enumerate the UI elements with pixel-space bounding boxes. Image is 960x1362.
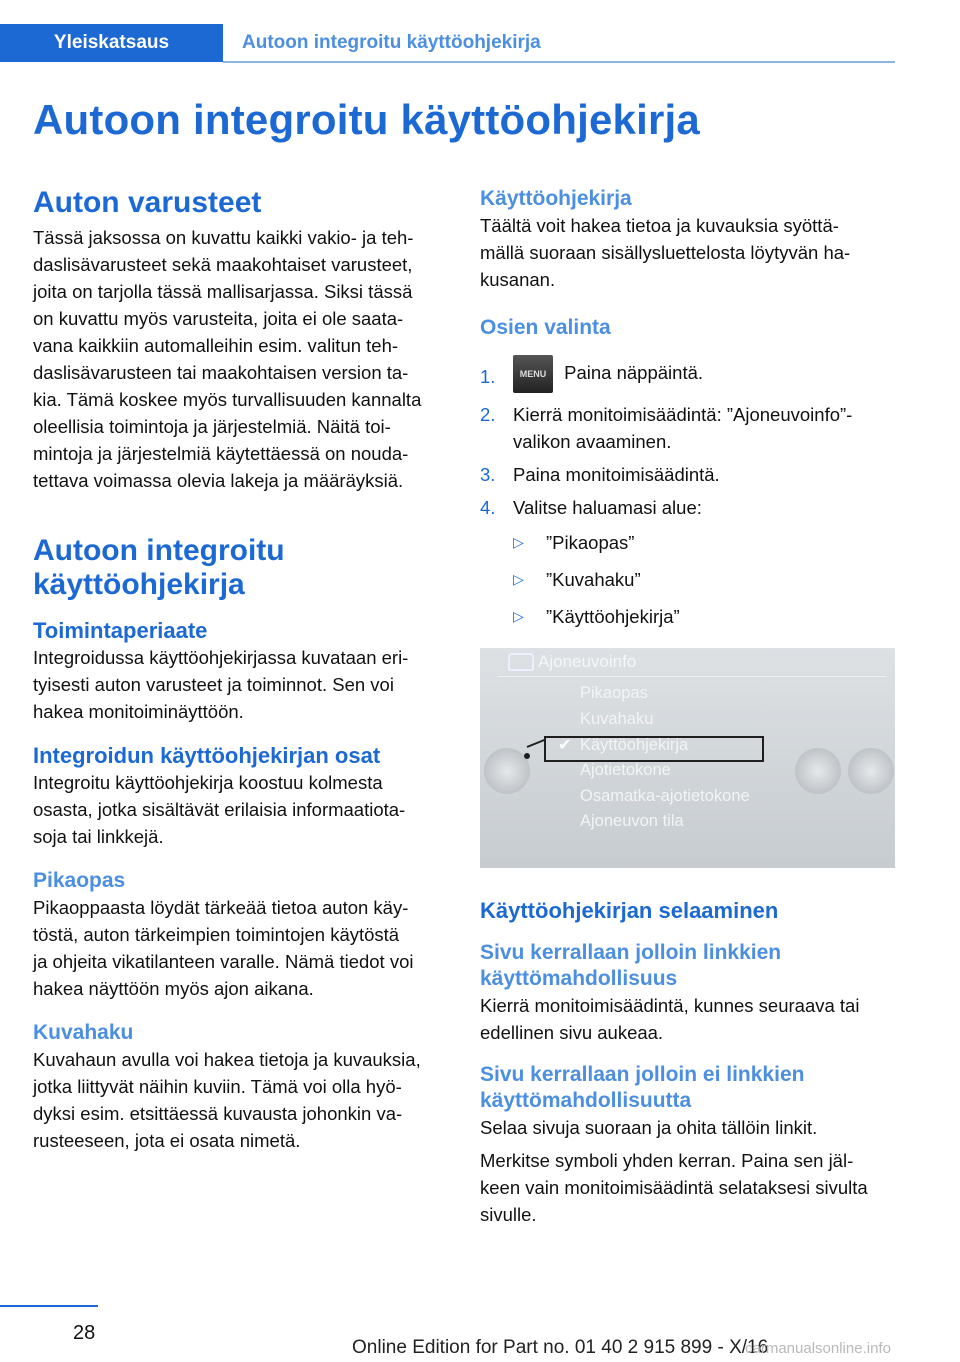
- section-tab[interactable]: Yleiskatsaus: [0, 24, 223, 62]
- screen-menu-item-selected: Käyttöohjekirja: [580, 736, 689, 754]
- checkmark-icon: ✔: [558, 737, 572, 754]
- step-text: Paina monitoimisäädintä.: [513, 464, 720, 485]
- heading-browsing: Käyttöohjekirjan selaaminen: [480, 898, 779, 923]
- paragraph-equipment: [33, 224, 445, 494]
- text-line: soja tai linkkejä.: [33, 826, 164, 847]
- text-line: hakea monitoiminäyttöön.: [33, 701, 244, 722]
- paragraph-parts: [33, 769, 445, 850]
- heading-owners-manual: Käyttöohjekirja: [480, 187, 632, 210]
- step-item: [480, 461, 898, 488]
- screen-menu-item: Ajoneuvon tila: [580, 812, 684, 830]
- text-line: oleellisia toimintoja ja järjestelmiä. Näitä toi-: [33, 416, 391, 437]
- sub-item-text: ”Käyttöohjekirja”: [546, 606, 680, 627]
- step-text: Paina näppäintä.: [564, 361, 704, 383]
- triangle-bullet-icon: ▷: [513, 571, 524, 587]
- heading-line: käyttömahdollisuutta: [480, 1089, 692, 1112]
- text-line: ja ohjeita vikatilanteen varalle. Nämä tiedot voi: [33, 951, 414, 972]
- paragraph-principle: [33, 644, 445, 725]
- text-line: vana kaikkiin automalleihin esim. valitun teh-: [33, 335, 399, 356]
- triangle-bullet-icon: ▷: [513, 534, 524, 550]
- text-line: Merkitse symboli yhden kerran. Paina sen jäl-: [480, 1150, 854, 1171]
- text-line: tettava voimassa olevia lakeja ja määräyksiä.: [33, 470, 404, 491]
- screen-title: Ajoneuvoinfo: [538, 652, 637, 671]
- step-text: Kierrä monitoimisäädintä: ”Ajoneuvoinfo”-: [513, 404, 853, 425]
- header-divider: [223, 61, 895, 63]
- screen-menu-item: Pikaopas: [580, 684, 648, 702]
- right-column: [480, 180, 898, 1228]
- text-line: mällä suoraan sisällysluettelosta löytyvän ha-: [480, 242, 851, 263]
- breadcrumb[interactable]: Autoon integroitu käyttöohjekirja: [242, 32, 541, 53]
- text-line: Kierrä monitoimisäädintä, kunnes seuraava tai: [480, 995, 860, 1016]
- text-line: edellinen sivu aukeaa.: [480, 1022, 664, 1043]
- heading-select-section: Osien valinta: [480, 316, 611, 339]
- heading-image-search: Kuvahaku: [33, 1021, 134, 1044]
- menu-button-icon: MENU: [513, 355, 553, 393]
- area-sublist: [480, 529, 898, 630]
- heading-line: Autoon integroitu: [33, 534, 285, 567]
- triangle-bullet-icon: ▷: [513, 608, 524, 624]
- heading-with-links: [480, 940, 898, 992]
- far-right-knob-icon: [848, 748, 894, 794]
- step-number: 1.: [480, 366, 496, 387]
- text-line: daslisävarusteet sekä maakohtaiset varusteet,: [33, 254, 413, 275]
- text-line: rusteeseen, jota ei osata nimetä.: [33, 1130, 301, 1151]
- step-item: [480, 401, 898, 455]
- step-item: [480, 355, 898, 393]
- car-icon: [508, 653, 534, 671]
- heading-integrated-manual: [33, 534, 445, 602]
- step-number: 4.: [480, 497, 496, 518]
- text-line: kusanan.: [480, 269, 556, 290]
- footer-rule: [0, 1305, 98, 1307]
- watermark: carmanualsonline.info: [745, 1340, 891, 1357]
- step-text: valikon avaaminen.: [513, 431, 672, 452]
- text-line: Tässä jaksossa on kuvattu kaikki vakio- ja teh-: [33, 227, 414, 248]
- text-line: Integroidussa käyttöohjekirjassa kuvataan eri-: [33, 647, 409, 668]
- sub-item-text: ”Kuvahaku”: [546, 569, 641, 590]
- text-line: Integroitu käyttöohjekirja koostuu kolmesta: [33, 772, 383, 793]
- paragraph-without-links-2: [480, 1147, 898, 1228]
- paragraph-quick-guide: [33, 894, 445, 1002]
- text-line: on kuvattu myös varusteita, joita ei ole saata-: [33, 308, 404, 329]
- step-number: 3.: [480, 464, 496, 485]
- heading-without-links: [480, 1062, 898, 1114]
- step-text: Valitse haluamasi alue:: [513, 497, 702, 518]
- page-title: Autoon integroitu käyttöohjekirja: [33, 96, 700, 143]
- text-line: sivulle.: [480, 1204, 537, 1225]
- text-line: osasta, jotka sisältävät erilaisia informaatiota-: [33, 799, 406, 820]
- text-line: mintoja ja järjestelmiä käytettäessä on nouda-: [33, 443, 409, 464]
- text-line: Täältä voit hakea tietoa ja kuvauksia syöttä-: [480, 215, 839, 236]
- text-line: töstä, auton tärkeimpien toimintojen käytöstä: [33, 924, 400, 945]
- text-line: hakea näyttöön myös ajon aikana.: [33, 978, 314, 999]
- screen-menu-item: Ajotietokone: [580, 761, 671, 779]
- text-line: jotka liittyvät näihin kuviin. Tämä voi olla hyö-: [33, 1076, 402, 1097]
- edition-note: Online Edition for Part no. 01 40 2 915 899 - X/16: [352, 1337, 769, 1358]
- heading-line: Sivu kerrallaan jolloin ei linkkien: [480, 1063, 805, 1086]
- text-line: Pikaoppaasta löydät tärkeää tietoa auton käy-: [33, 897, 409, 918]
- paragraph-with-links: [480, 992, 898, 1046]
- heading-line: Sivu kerrallaan jolloin linkkien: [480, 941, 782, 964]
- paragraph-without-links-1: Selaa sivuja suoraan ja ohita tällöin linkit.: [480, 1117, 818, 1138]
- text-line: daslisävarusteen tai maakohtaisen version ta-: [33, 362, 409, 383]
- screen-menu-item: Kuvahaku: [580, 710, 654, 728]
- heading-parts: Integroidun käyttöohjekirjan osat: [33, 743, 381, 768]
- sub-item-text: ”Pikaopas”: [546, 532, 635, 553]
- steps-list: [480, 355, 898, 521]
- text-line: kia. Tämä koskee myös turvallisuuden kannalta: [33, 389, 422, 410]
- text-line: keen vain monitoimisäädintä selataksesi sivulta: [480, 1177, 868, 1198]
- paragraph-image-search: [33, 1046, 445, 1154]
- heading-line: käyttöohjekirja: [33, 568, 245, 601]
- text-line: Kuvahaun avulla voi hakea tietoja ja kuvauksia,: [33, 1049, 421, 1070]
- paragraph-owners-manual: [480, 212, 898, 293]
- screen-divider: [498, 676, 886, 677]
- right-option-knob-icon: [795, 748, 841, 794]
- left-column: [33, 180, 445, 1154]
- step-number: 2.: [480, 404, 496, 425]
- heading-principle: Toimintaperiaate: [33, 618, 208, 643]
- page-number: 28: [73, 1322, 96, 1344]
- idrive-screen-illustration: [480, 648, 895, 868]
- sub-item: [513, 566, 898, 593]
- step-item: [480, 494, 898, 521]
- text-line: tyisesti auton varusteet ja toiminnot. Sen voi: [33, 674, 394, 695]
- heading-quick-guide: Pikaopas: [33, 869, 126, 892]
- text-line: dyksi esim. etsittäessä kuvausta johonkin va-: [33, 1103, 403, 1124]
- sub-item: [513, 529, 898, 556]
- heading-equipment: Auton varusteet: [33, 186, 262, 219]
- pointer-dot: [524, 753, 530, 759]
- sub-item: [513, 603, 898, 630]
- text-line: joita on tarjolla tässä mallisarjassa. Siksi tässä: [33, 281, 413, 302]
- screen-menu-item: Osamatka-ajotietokone: [580, 787, 750, 805]
- heading-line: käyttömahdollisuus: [480, 967, 678, 990]
